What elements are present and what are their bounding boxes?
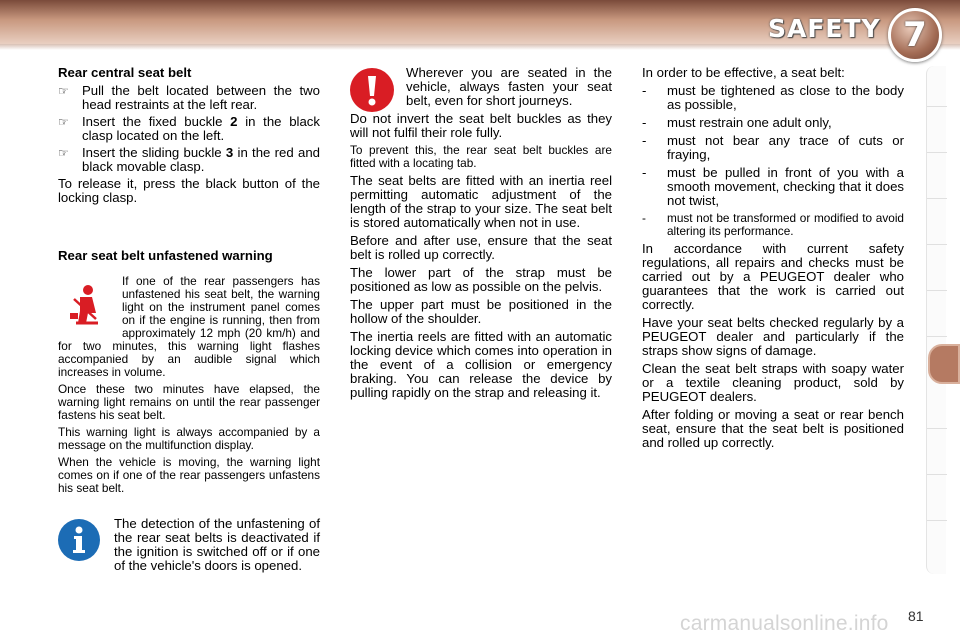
heading-unfastened-warning: Rear seat belt unfastened warning [58, 248, 273, 263]
heading-rear-central-belt: Rear central seat belt [58, 65, 192, 80]
pointing-hand-icon: ☞ [58, 146, 69, 160]
chapter-tabs [926, 66, 946, 574]
list-item: - must be pulled in front of you with a smooth movement, checking that it does not twist, [642, 165, 904, 208]
pointing-hand-icon: ☞ [58, 115, 69, 129]
pointing-hand-icon: ☞ [58, 84, 69, 98]
list-item [58, 115, 320, 143]
tab-divider [927, 152, 947, 153]
info-note: The detection of the unfastening of the rear seat belts is deactivated if the ignition is switched off or if one of the vehicle's doors is opened. [58, 517, 320, 573]
paragraph: When the vehicle is moving, the warning light comes on if one of the rear passengers unfastens his seat belt. [58, 455, 320, 495]
list-item: - must not be transformed or modified to avoid altering its performance. [642, 211, 904, 238]
tab-divider [927, 428, 947, 429]
paragraph: In accordance with current safety regulations, all repairs and checks must be carried out by a PEUGEOT dealer who guarantees that the work is carried out correctly. [642, 241, 904, 312]
list-item [58, 84, 320, 112]
intro-text: In order to be effective, a seat belt: [642, 65, 845, 80]
bullet-text: Pull the belt located between the two head restraints at the left rear. [82, 83, 320, 112]
exclamation-icon [350, 66, 396, 112]
paragraph: To prevent this, the rear seat belt buckles are fitted with a locating tab. [350, 143, 612, 170]
paragraph: Once these two minutes have elapsed, the warning light remains on until the rear passenger fastens his seat belt. [58, 382, 320, 422]
release-text: To release it, press the black button of the locking clasp. [58, 176, 320, 205]
dash-marker: - [642, 115, 647, 130]
list-item: - must restrain one adult only, [642, 115, 832, 130]
list-item [58, 146, 320, 174]
paragraph: The lower part of the strap must be positioned as low as possible on the pelvis. [350, 265, 612, 294]
seatbelt-warning-icon [58, 275, 114, 335]
paragraph: After folding or moving a seat or rear bench seat, ensure that the seat belt is positioned and rolled up correctly. [642, 407, 904, 450]
warning-paragraph: If one of the rear passengers has unfastened his seat belt, the warning light on the instrument panel comes on if the engine is running, then from approximately 12 mph (20 km/h) and for two minutes, this warning light flashes accompanied by an audible signal which increases in volume. [58, 274, 320, 379]
tab-divider [927, 290, 947, 291]
column-left [58, 66, 320, 573]
chapter-number: 7 [903, 15, 927, 55]
bullet-text: Insert the sliding buckle 3 in the red and black movable clasp. [82, 145, 320, 174]
tab-divider [927, 198, 947, 199]
info-icon [58, 517, 104, 561]
dash-marker: - [642, 211, 646, 225]
paragraph: The upper part must be positioned in the hollow of the shoulder. [350, 297, 612, 326]
bullet-text: Insert the fixed buckle 2 in the black clasp located on the left. [82, 114, 320, 143]
paragraph: Clean the seat belt straps with soapy water or a textile cleaning product, sold by PEUGEOT dealers. [642, 361, 904, 404]
dash-marker: - [642, 165, 647, 180]
paragraph: Before and after use, ensure that the seat belt is rolled up correctly. [350, 233, 612, 262]
paragraph: The seat belts are fitted with an inertia reel permitting automatic adjustment of the length of the strap to your size. The seat belt is stored automatically when not in use. [350, 173, 612, 230]
dash-marker: - [642, 133, 647, 148]
tab-divider [927, 336, 947, 337]
page-number: 81 [908, 608, 924, 624]
paragraph: Do not invert the seat belt buckles as they will not fulfil their role fully. [350, 111, 612, 140]
tab-divider [927, 474, 947, 475]
section-title: SAFETY [768, 14, 881, 43]
chapter-badge [888, 8, 942, 62]
list-item: - must be tightened as close to the body as possible, [642, 83, 904, 112]
paragraph: Have your seat belts checked regularly by a PEUGEOT dealer and particularly if the straps show signs of damage. [642, 315, 904, 358]
column-right [642, 66, 904, 454]
column-middle [350, 66, 612, 404]
header-shadow [0, 44, 960, 50]
list-item: - must not bear any trace of cuts or fraying, [642, 133, 904, 162]
active-chapter-tab[interactable] [928, 344, 960, 384]
tab-divider [927, 520, 947, 521]
watermark: carmanualsonline.info [680, 612, 889, 635]
paragraph: The inertia reels are fitted with an automatic locking device which comes into operation in the event of a collision or emergency braking. You can release the device by pulling rapidly on the strap and releasing it. [350, 329, 612, 400]
warning-note: Wherever you are seated in the vehicle, always fasten your seat belt, even for short journeys. [350, 66, 612, 108]
dash-marker: - [642, 83, 647, 98]
tab-divider [927, 244, 947, 245]
paragraph: This warning light is always accompanied by a message on the multifunction display. [58, 425, 320, 452]
tab-divider [927, 106, 947, 107]
